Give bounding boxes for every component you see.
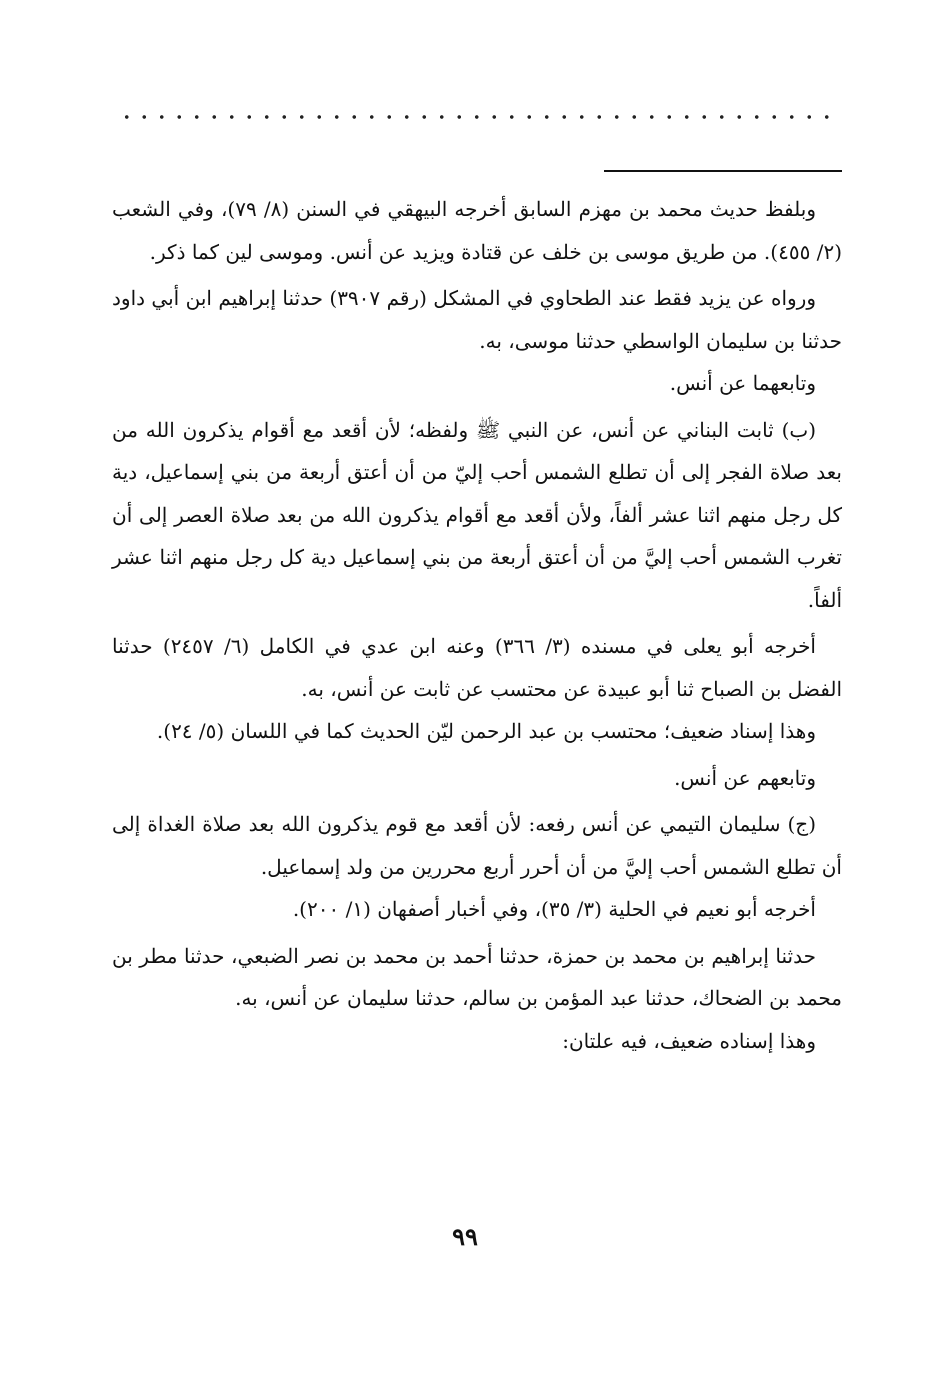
paragraph: (ج) سليمان التيمي عن أنس رفعه: لأن أقعد مع قوم يذكرون الله بعد صلاة الغداة إلى أن تطلع الشمس أحب إليَّ من أن أحرر أربع محررين من ولد إسماعيل. [112, 812, 842, 879]
paragraph: وتابعهم عن أنس. [674, 765, 816, 790]
paragraph: أخرجه أبو يعلى في مسنده (٣/ ٣٦٦) وعنه ابن عدي في الكامل (٦/ ٢٤٥٧) حدثنا الفضل بن الصباح ثنا أبو عبيدة عن محتسب عن ثابت عن أنس، به. [112, 634, 842, 701]
paragraph: وتابعهما عن أنس. [669, 371, 816, 395]
text-body [112, 188, 842, 1066]
paragraph: أخرجه أبو نعيم في الحلية (٣/ ٣٥)، وفي أخبار أصفهان (١/ ٢٠٠). [292, 897, 816, 921]
paragraph: وهذا إسناده ضعيف، فيه علتان: [562, 1028, 816, 1053]
footnote-rule [604, 170, 842, 172]
dotted-separator [118, 112, 842, 122]
paragraph: حدثنا إبراهيم بن محمد بن حمزة، حدثنا أحمد بن محمد بن نصر الضبعي، حدثنا مطر بن محمد بن الضحاك، حدثنا عبد المؤمن بن سالم، حدثنا سليمان عن أنس، به. [112, 943, 842, 1010]
paragraph: (ب) ثابت البناني عن أنس، عن النبي ﷺ ولفظه؛ لأن أقعد مع أقوام يذكرون الله من بعد صلاة الفجر إلى أن تطلع الشمس أحب إليّ من أن أعتق أربعة من بني إسماعيل، دية كل رجل منهم اثنا عشر ألفاً، ولأن أقعد مع أقوام يذكرون الله من بعد صلاة العصر إلى أن تغرب الشمس أحب إليَّ من أن أعتق أربعة من بني إسماعيل دية كل رجل منهم اثنا عشر ألفاً. [112, 417, 843, 612]
paragraph: وبلفظ حديث محمد بن مهزم السابق أخرجه البيهقي في السنن (٨/ ٧٩)، وفي الشعب (٢/ ٤٥٥). من طريق موسى بن خلف عن قتادة ويزيد عن أنس. وموسى لين كما ذكر. [112, 197, 842, 264]
page-number: ٩٩ [452, 1222, 478, 1251]
paragraph: وهذا إسناد ضعيف؛ محتسب بن عبد الرحمن ليّن الحديث كما في اللسان (٥/ ٢٤). [156, 719, 816, 743]
paragraph: ورواه عن يزيد فقط عند الطحاوي في المشكل (رقم ٣٩٠٧) حدثنا إبراهيم ابن أبي داود حدثنا بن سليمان الواسطي حدثنا موسى، به. [112, 286, 842, 353]
